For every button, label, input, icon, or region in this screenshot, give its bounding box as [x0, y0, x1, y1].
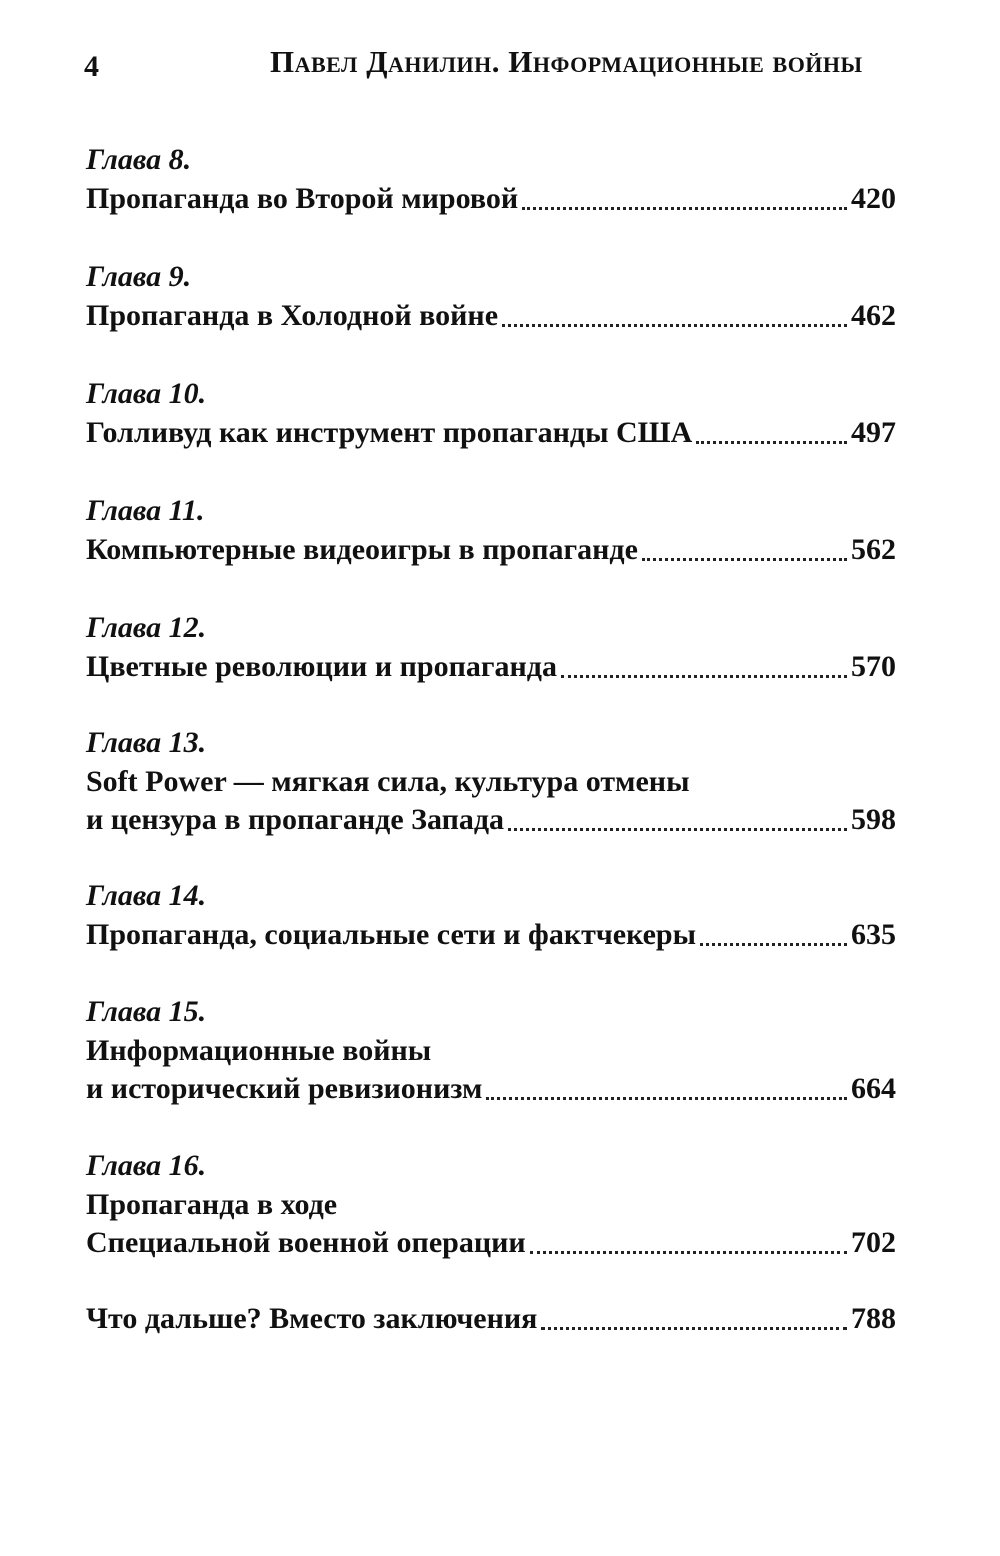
toc-leader-line	[86, 414, 896, 452]
toc-leader-line	[86, 801, 896, 839]
dot-leader	[696, 441, 847, 444]
page-ref: 788	[851, 1302, 896, 1335]
chapter-title: и исторический ревизионизм	[86, 1072, 483, 1105]
toc-entry-chapter-11	[86, 491, 896, 569]
chapter-title-line: Информационные войны	[86, 1034, 432, 1067]
dot-leader	[642, 558, 847, 561]
toc-leader-line	[86, 1300, 896, 1338]
toc-entry-chapter-14	[86, 876, 896, 954]
page-number: 4	[84, 50, 99, 83]
page-ref: 598	[851, 803, 896, 836]
toc-leader-line	[86, 1224, 896, 1262]
dot-leader	[541, 1327, 847, 1330]
toc-entry-chapter-9	[86, 257, 896, 335]
page-ref: 635	[851, 918, 896, 951]
chapter-title: Специальной военной операции	[86, 1226, 526, 1259]
page-ref: 570	[851, 650, 896, 683]
dot-leader	[508, 828, 847, 831]
chapter-title: Компьютерные видеоигры в пропаганде	[86, 533, 638, 566]
page-ref: 497	[851, 416, 896, 449]
chapter-title-line: Пропаганда в ходе	[86, 1188, 338, 1221]
toc-leader-line	[86, 297, 896, 335]
dot-leader	[700, 943, 847, 946]
toc-entry-chapter-13	[86, 723, 896, 839]
chapter-title: Что дальше? Вместо заключения	[86, 1302, 538, 1335]
chapter-title: Цветные революции и пропаганда	[86, 650, 557, 683]
page-ref: 702	[851, 1226, 896, 1259]
chapter-label: Глава 8.	[86, 143, 192, 176]
toc-entry-chapter-12	[86, 608, 896, 686]
chapter-title: Голливуд как инструмент пропаганды США	[86, 416, 693, 449]
chapter-label: Глава 14.	[86, 879, 207, 912]
chapter-title: Пропаганда, социальные сети и фактчекеры	[86, 918, 697, 951]
dot-leader	[502, 324, 847, 327]
toc-leader-line	[86, 916, 896, 954]
page-ref: 664	[851, 1072, 896, 1105]
chapter-label: Глава 9.	[86, 260, 192, 293]
running-head: Павел Данилин. Информационные войны	[270, 44, 863, 79]
chapter-label: Глава 12.	[86, 611, 207, 644]
dot-leader	[522, 207, 847, 210]
toc-leader-line	[86, 1070, 896, 1108]
toc-entry-conclusion	[86, 1300, 896, 1338]
chapter-label: Глава 11.	[86, 494, 205, 527]
dot-leader	[486, 1097, 847, 1100]
chapter-title: и цензура в пропаганде Запада	[86, 803, 505, 836]
toc-entry-chapter-16	[86, 1146, 896, 1262]
page-ref: 562	[851, 533, 896, 566]
toc-leader-line	[86, 648, 896, 686]
toc-entry-chapter-15	[86, 992, 896, 1108]
page-ref: 420	[851, 182, 896, 215]
toc-leader-line	[86, 531, 896, 569]
dot-leader	[561, 675, 847, 678]
chapter-label: Глава 10.	[86, 377, 207, 410]
chapter-label: Глава 16.	[86, 1149, 207, 1182]
toc-entry-chapter-10	[86, 374, 896, 452]
chapter-title: Пропаганда во Второй мировой	[86, 182, 519, 215]
chapter-title-line: Soft Power — мягкая сила, культура отмены	[86, 765, 690, 798]
toc-leader-line	[86, 180, 896, 218]
page-ref: 462	[851, 299, 896, 332]
chapter-label: Глава 13.	[86, 726, 207, 759]
toc-entry-chapter-8	[86, 140, 896, 218]
chapter-label: Глава 15.	[86, 995, 207, 1028]
dot-leader	[530, 1251, 847, 1254]
chapter-title: Пропаганда в Холодной войне	[86, 299, 499, 332]
